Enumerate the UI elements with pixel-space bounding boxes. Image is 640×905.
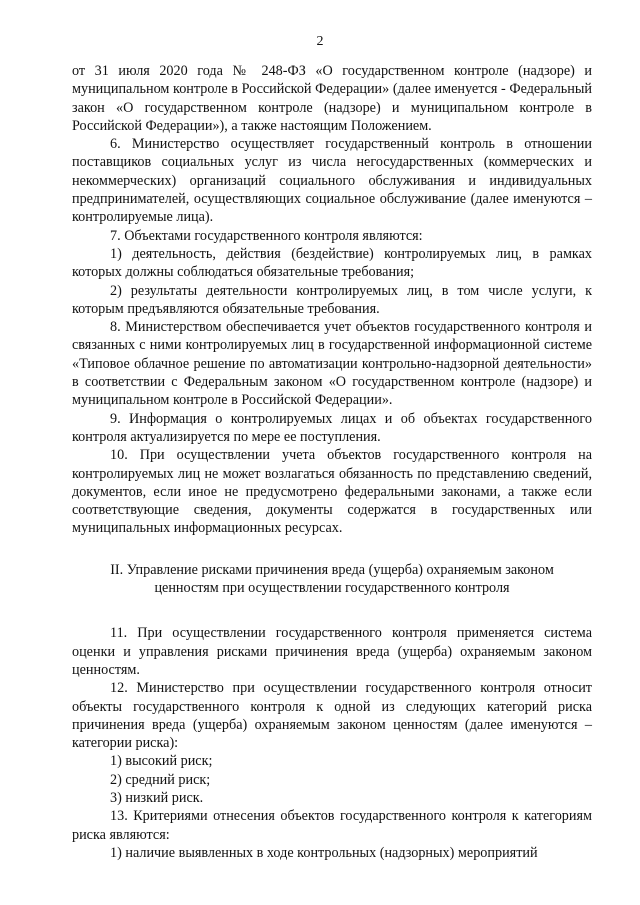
paragraph: 6. Министерство осуществляет государственный контроль в отношении поставщиков социальных услуг из числа негосударственных (коммерческих и некоммерческих) организаций социального обслуживания и индивидуальных предпринимателей, осуществляющих социальное обслуживание (далее именуются – контролируемые лица).: [72, 136, 592, 226]
paragraph: 1) деятельность, действия (бездействие) контролируемых лиц, в рамках которых должны соблюдаться обязательные требования;: [72, 245, 592, 281]
section-heading-line2: ценностям при осуществлении государственного контроля: [154, 580, 510, 597]
paragraphs-part1: [72, 62, 592, 538]
section-heading: [72, 561, 592, 598]
paragraph: 9. Информация о контролируемых лицах и об объектах государственного контроля актуализируется по мере ее поступления.: [72, 410, 592, 445]
paragraph: 8. Министерством обеспечивается учет объектов государственного контроля и связанных с ними контролируемых лиц в государственной информационной системе «Типовое облачное решение по автоматизации контрольно-надзорной деятельности» в соответствии с Федеральным законом «О государственном контроле (надзоре) и муниципальном контроле в Российской Федерации».: [72, 319, 592, 409]
section-heading-line1: II. Управление рисками причинения вреда (ущерба) охраняемым законом: [110, 561, 554, 578]
document-body: [72, 62, 592, 862]
paragraph: 12. Министерство при осуществлении государственного контроля относит объекты государственного контроля к одной из следующих категорий риска причинения вреда (ущерба) охраняемым законом ценностям (далее именуются – категории риска):: [72, 680, 592, 752]
paragraph: 10. При осуществлении учета объектов государственного контроля на контролируемых лиц не может возлагаться обязанность по представлению сведений, документов, если иное не предусмотрено федеральными законами, а также если соответствующие сведения, документы содержатся в государственных или муниципальных информационных ресурсах.: [72, 447, 592, 537]
paragraphs-part2: [72, 624, 592, 862]
paragraph: 1) высокий риск;: [110, 753, 213, 770]
page-number: 2: [316, 34, 324, 49]
paragraph: 3) низкий риск.: [110, 789, 204, 806]
paragraph: 1) наличие выявленных в ходе контрольных (надзорных) мероприятий: [110, 844, 538, 861]
paragraph: 13. Критериями отнесения объектов государственного контроля к категориям риска являются:: [72, 808, 592, 843]
paragraph: 11. При осуществлении государственного контроля применяется система оценки и управления рисками причинения вреда (ущерба) охраняемым законом ценностям.: [72, 625, 592, 678]
paragraph: 2) средний риск;: [110, 771, 211, 788]
paragraph: 7. Объектами государственного контроля являются:: [110, 227, 423, 244]
paragraph: 2) результаты деятельности контролируемых лиц, в том числе услуги, к которым предъявляются обязательные требования.: [72, 282, 592, 317]
paragraph: от 31 июля 2020 года № 248-ФЗ «О государственном контроле (надзоре) и муниципальном контроле в Российской Федерации» (далее именуется - Федеральный закон «О государственном контроле (надзоре) и муниципальном контроле в Российской Федерации»), а также настоящим Положением.: [72, 63, 592, 134]
